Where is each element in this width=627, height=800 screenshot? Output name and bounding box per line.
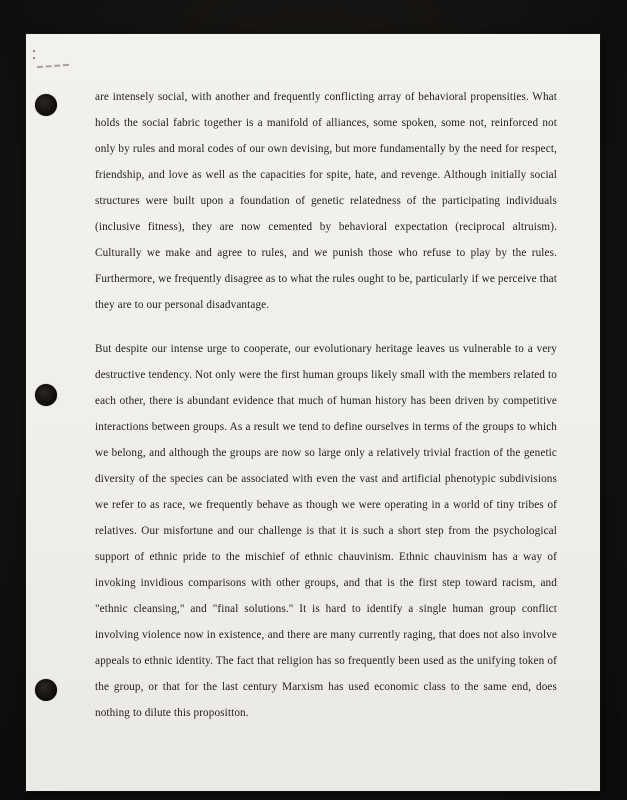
hole-punch-top [35, 94, 57, 116]
pencil-mark-dashes [37, 64, 69, 68]
pencil-mark-dots [33, 50, 35, 52]
paragraph-1: are intensely social, with another and frequently conflicting array of behavioral propensities. What holds the social fabric together is a manifold of alliances, some spoken, some not, reinforced not only by rules and moral codes of our own devising, but more fundamentally by the need for respect, friendship, and love as well as the capacities for spite, hate, and revenge. Although initially social structures were built upon a foundation of genetic relatedness of the participating individuals (inclusive fitness), they are now cemented by behavioral expectation (reciprocal altruism). Culturally we make and agree to rules, and we punish those who refuse to play by the rules. Furthermore, we frequently disagree as to what the rules ought to be, particularly if we perceive that they are to our personal disadvantage. [95, 91, 557, 311]
hole-punch-middle [35, 384, 57, 406]
hole-punch-bottom [35, 679, 57, 701]
document-page [26, 34, 600, 791]
paragraph-2: But despite our intense urge to cooperate, our evolutionary heritage leaves us vulnerable to a very destructive tendency. Not only were the first human groups likely small with the members related to each other, there is abundant evidence that much of human history has been driven by competitive interactions between groups. As a result we tend to define ourselves in terms of the groups to which we belong, and although the groups are now so large only a relatively trivial fraction of the genetic diversity of the species can be associated with even the vast and artificial phenotypic subdivisions we refer to as race, we frequently behave as though we were operating in a world of tiny tribes of relatives. Our misfortune and our challenge is that it is such a short step from the psychological support of ethnic pride to the mischief of ethnic chauvinism. Ethnic chauvinism has a way of invoking invidious comparisons with other groups, and that is the first step toward racism, and "ethnic cleansing," and "final solutions." It is hard to identify a single human group conflict involving violence now in existence, and there are many currently raging, that does not also involve appeals to ethnic identity. The fact that religion has so frequently been used as the unifying token of the group, or that for the last century Marxism has used economic class to the same end, does nothing to dilute this propositton. [95, 343, 557, 719]
page-text [95, 84, 557, 744]
